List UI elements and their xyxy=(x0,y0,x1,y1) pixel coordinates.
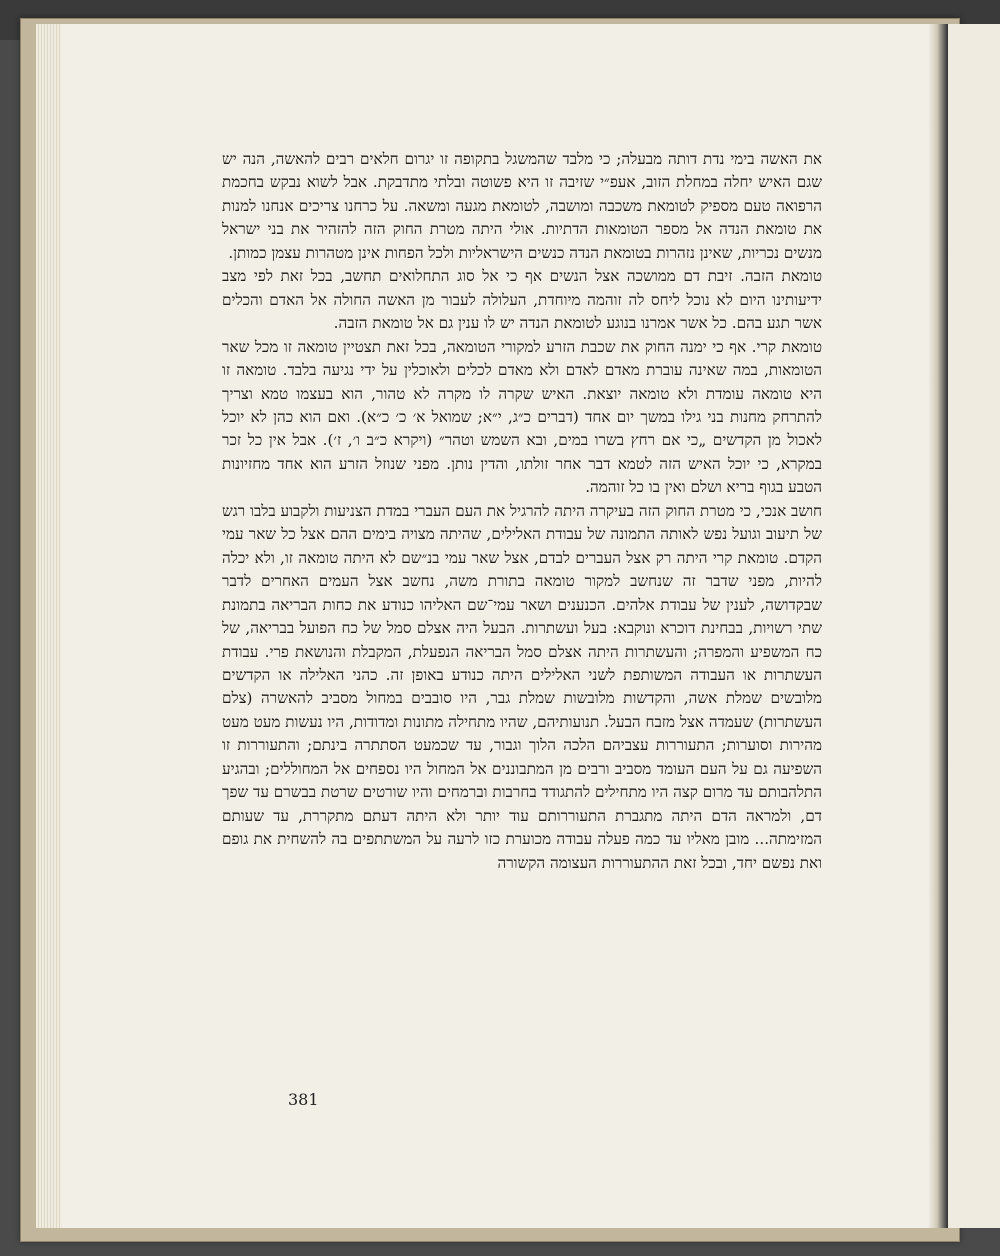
paragraph: חושב אנכי, כי מטרת החוק הזה בעיקרה היתה להרגיל את העם העברי במדת הצניעות ולקבוע בלבו רגש של תיעוב וגועל נפש לאותה התמונה של עבודת האלילים, שהיתה מצויה בימים ההם אצל כל שאר עמי הקדם. טומאת קרי היתה רק אצל העברים לבדם, אצל שאר עמי בנ״שם לא היתה טומאה זו, ולא יכלה להיות, מפני שדבר זה שנחשב למקור טומאה בתורת משה, נחשב אצל העמים האחרים לדבר שבקדושה, לענין של עבודת אלהים. הכנענים ושאר עמי־שם האליהו כנודע את כחות הבריאה בתמונת שתי רשויות, בבחינת דוכרא ונוקבא: בעל ועשתרות. הבעל היה אצלם סמל של כח הפועל בבריאה, של כח המשפיע והמפרה; והעשתרות היתה אצלם סמל הבריאה הנפעלת, המקבלת והנושאת פרי. עבודת העשתרות או העבודה המשותפת לשני האלילים היתה כנודע באופן זה. כהני האלילה או הקדשים מלובשים שמלת אשה, והקדשות מלובשות שמלת גבר, היו סובבים במחול מסביב להאשרה (צלם העשתרות) שעמדה אצל מזבח הבעל. תנועותיהם, שהיו מתחילה מתונות ומדודות, היו נעשות מעט מעט מהירות וסוערות; התעוררות עצביהם הלכה הלוך וגבור, עד שכמעט הסתתרה בינתם; והתעוררות זו השפיעה גם על העם העומד מסביב ורבים מן המתבוננים אל המחול היו נספחים אל המחוללים; ובהגיע התלהבותם עד מרום קצה היו מתחילים להתגודד בחרבות וברמחים והיו שורטים שרטת בבשרם עד שפך דם, ולמראה הדם היתה מתגברת התעוררותם עוד יותר ולא היתה דעתם מתקררת, עד שעותם המזימתה... מובן מאליו עד כמה פעלה עבודה מכוערת כזו לרעה על המשתתפים בה להשחית את גופם ואת נפשם יחד, ובכל זאת ההתעוררות העצומה הקשורה xyxy=(222,501,822,872)
paragraph: את האשה בימי נדת דותה מבעלה; כי מלבד שהמשגל בתקופה זו יגרום חלאים רבים להאשה, הנה יש שגם האיש יחלה במחלת הזוב, אעפ״י שזיבה זו היא פשוטה ובלתי מתדבקת. אבל לשוא נבקש בחכמת הרפואה טעם מספיק לטומאת משכבה ומושבה, לטומאת מגעה ומשאה. על כרחנו צריכים אנחנו למנות את טומאת הנדה אל מספר הטומאות הדתיות. אולי היתה מטרת החוק הזה להזהיר את בני ישראל מנשים נכריות, שאינן נזהרות בטומאת הנדה כנשים הישראליות ולכל הפחות אינן מטהרות עצמן כמותן. xyxy=(222,150,822,262)
paragraph: טומאת הזבה. זיבת דם ממושכה אצל הנשים אף כי אל סוג התחלואים תחשב, בכל זאת לפי מצב ידיעותינו היום לא נוכל ליחס לה זוהמה מיוחדת, העלולה לעבור מן האשה החולה אל האדם והכלים אשר תגע בהם. כל אשר אמרנו בנוגע לטומאת הנדה יש לו ענין גם אל טומאת הזבה. xyxy=(222,267,822,333)
body-text xyxy=(222,148,822,875)
facing-page xyxy=(948,24,1000,1228)
book-gutter xyxy=(928,24,948,1228)
page-number: 381 xyxy=(288,1090,319,1109)
paragraph: טומאת קרי. אף כי ימנה החוק את שכבת הזרע למקורי הטומאה, בכל זאת תצטיין טומאה זו מכל שאר הטומאות, במה שאינה עוברת מאדם לאדם ולא מאדם לכלים ולאוכלין על ידי נגיעה בלבד. טומאה זו היא טומאה עומדת ולא טומאה יוצאת. האיש שקרה לו מקרה לא טהור, הוא בעצמו טמא וצריך להתרחק מחנות בני גילו במשך יום אחד (דברים כ״ג, י״א; שמואל א׳ כ׳ כ״א). ואם הוא כהן לא יוכל לאכול מן הקדשים „כי אם רחץ בשרו במים, ובא השמש וטהר״ (ויקרא כ״ב ו׳, ז׳). אבל אין כל זכר במקרא, כי יוכל האיש הזה לטמא דבר אחר זולתו, והדין נותן. מפני שנוזל הזרע הוא אחד מחזיונות הטבע בגוף בריא ושלם ואין בו כל זוהמה. xyxy=(222,337,822,497)
